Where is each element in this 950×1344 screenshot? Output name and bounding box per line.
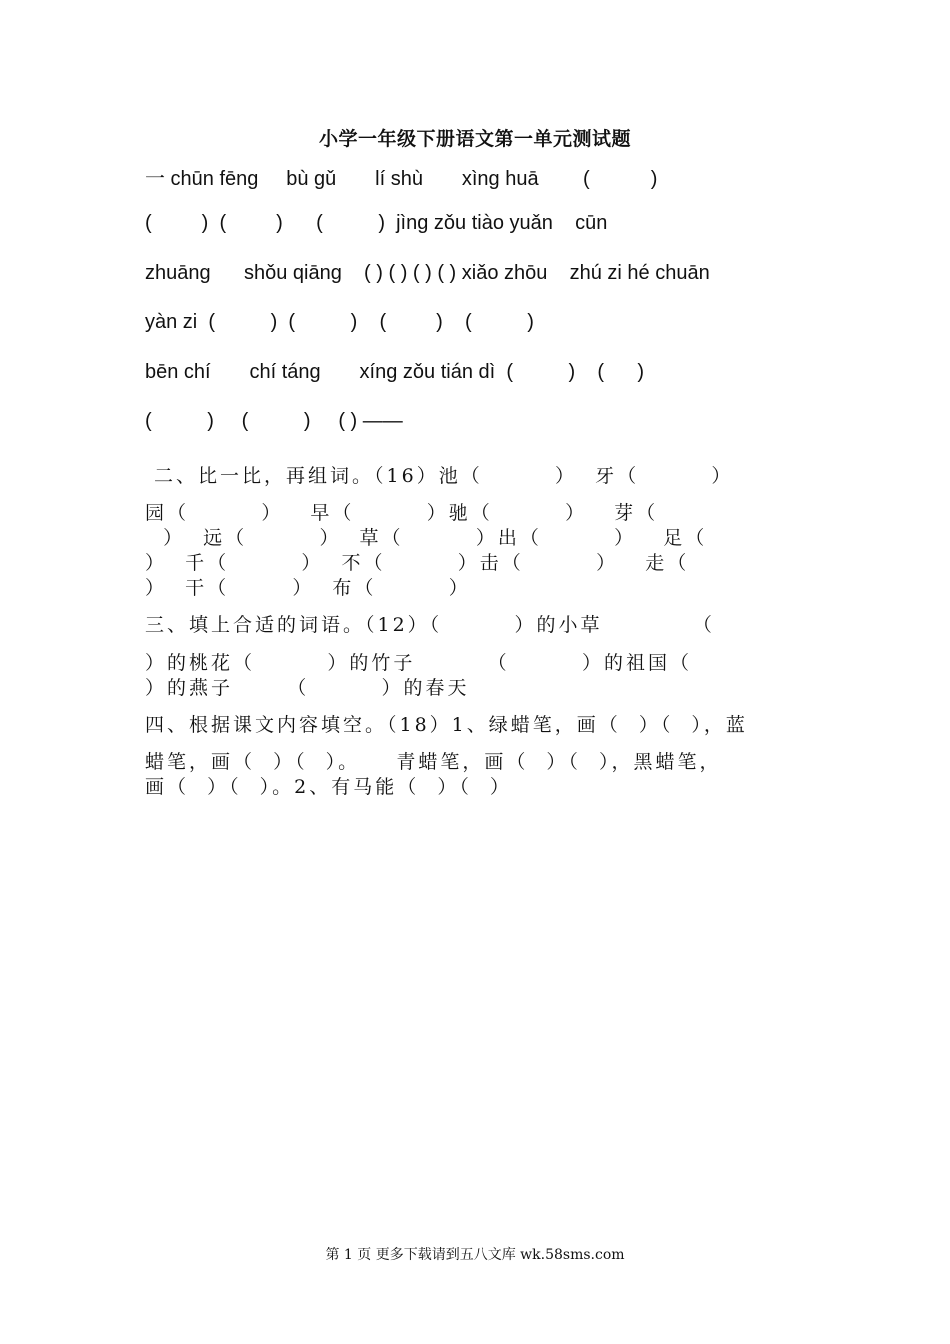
section-3-heading: 三、填上合适的词语。（12）（ ）的小草 （ (145, 614, 715, 636)
section-1-line-5: bēn chí chí táng xíng zǒu tián dì ( ) ( ) (145, 361, 645, 383)
section-3-line-2: ）的燕子 （ ）的春天 (145, 677, 470, 699)
section-4-line-1: 蜡笔，画（ ）（ ）。 青蜡笔，画（ ）（ ），黑蜡笔， (145, 751, 722, 773)
section-3-line-1: ）的桃花（ ）的竹子 （ ）的祖国（ (145, 652, 692, 674)
section-1-line-2: ( ) ( ) ( ) jìng zǒu tiào yuǎn cūn (145, 212, 608, 234)
page-footer: 第 1 页 更多下载请到五八文库 wk.58sms.com (325, 1247, 625, 1263)
section-2-line-2: ） 远（ ） 草（ ）出（ ） 足（ (145, 527, 708, 549)
section-2-heading: 二、比一比，再组词。（16）池（ ） 牙（ ） (145, 465, 734, 487)
section-1-line-4: yàn zi ( ) ( ) ( ) ( ) (145, 311, 534, 333)
section-2-line-3: ） 千（ ） 不（ ）击（ ） 走（ (145, 552, 690, 574)
page-title: 小学一年级下册语文第一单元测试题 (318, 128, 631, 150)
section-1-line-6: ( ) ( ) ( ) —— (145, 410, 403, 432)
section-1-line-3: zhuānɡ shǒu qiāng ( ) ( ) ( ) ( ) xiǎo zhōu zhú zi hé chuān (145, 262, 710, 284)
section-4-line-2: 画（ ）（ ）。2、有马能（ ）（ ） (145, 776, 512, 798)
section-1-line-1: 一 chūn fēng bù gǔ lí shù xìng huā ( ) (145, 168, 658, 190)
section-2-line-4: ） 干（ ） 布（ ） (145, 577, 471, 599)
section-4-heading: 四、根据课文内容填空。（18）1、绿蜡笔，画（ ）（ ），蓝 (145, 714, 748, 736)
section-2-line-1: 园（ ） 早（ ）驰（ ） 芽（ (145, 502, 659, 524)
